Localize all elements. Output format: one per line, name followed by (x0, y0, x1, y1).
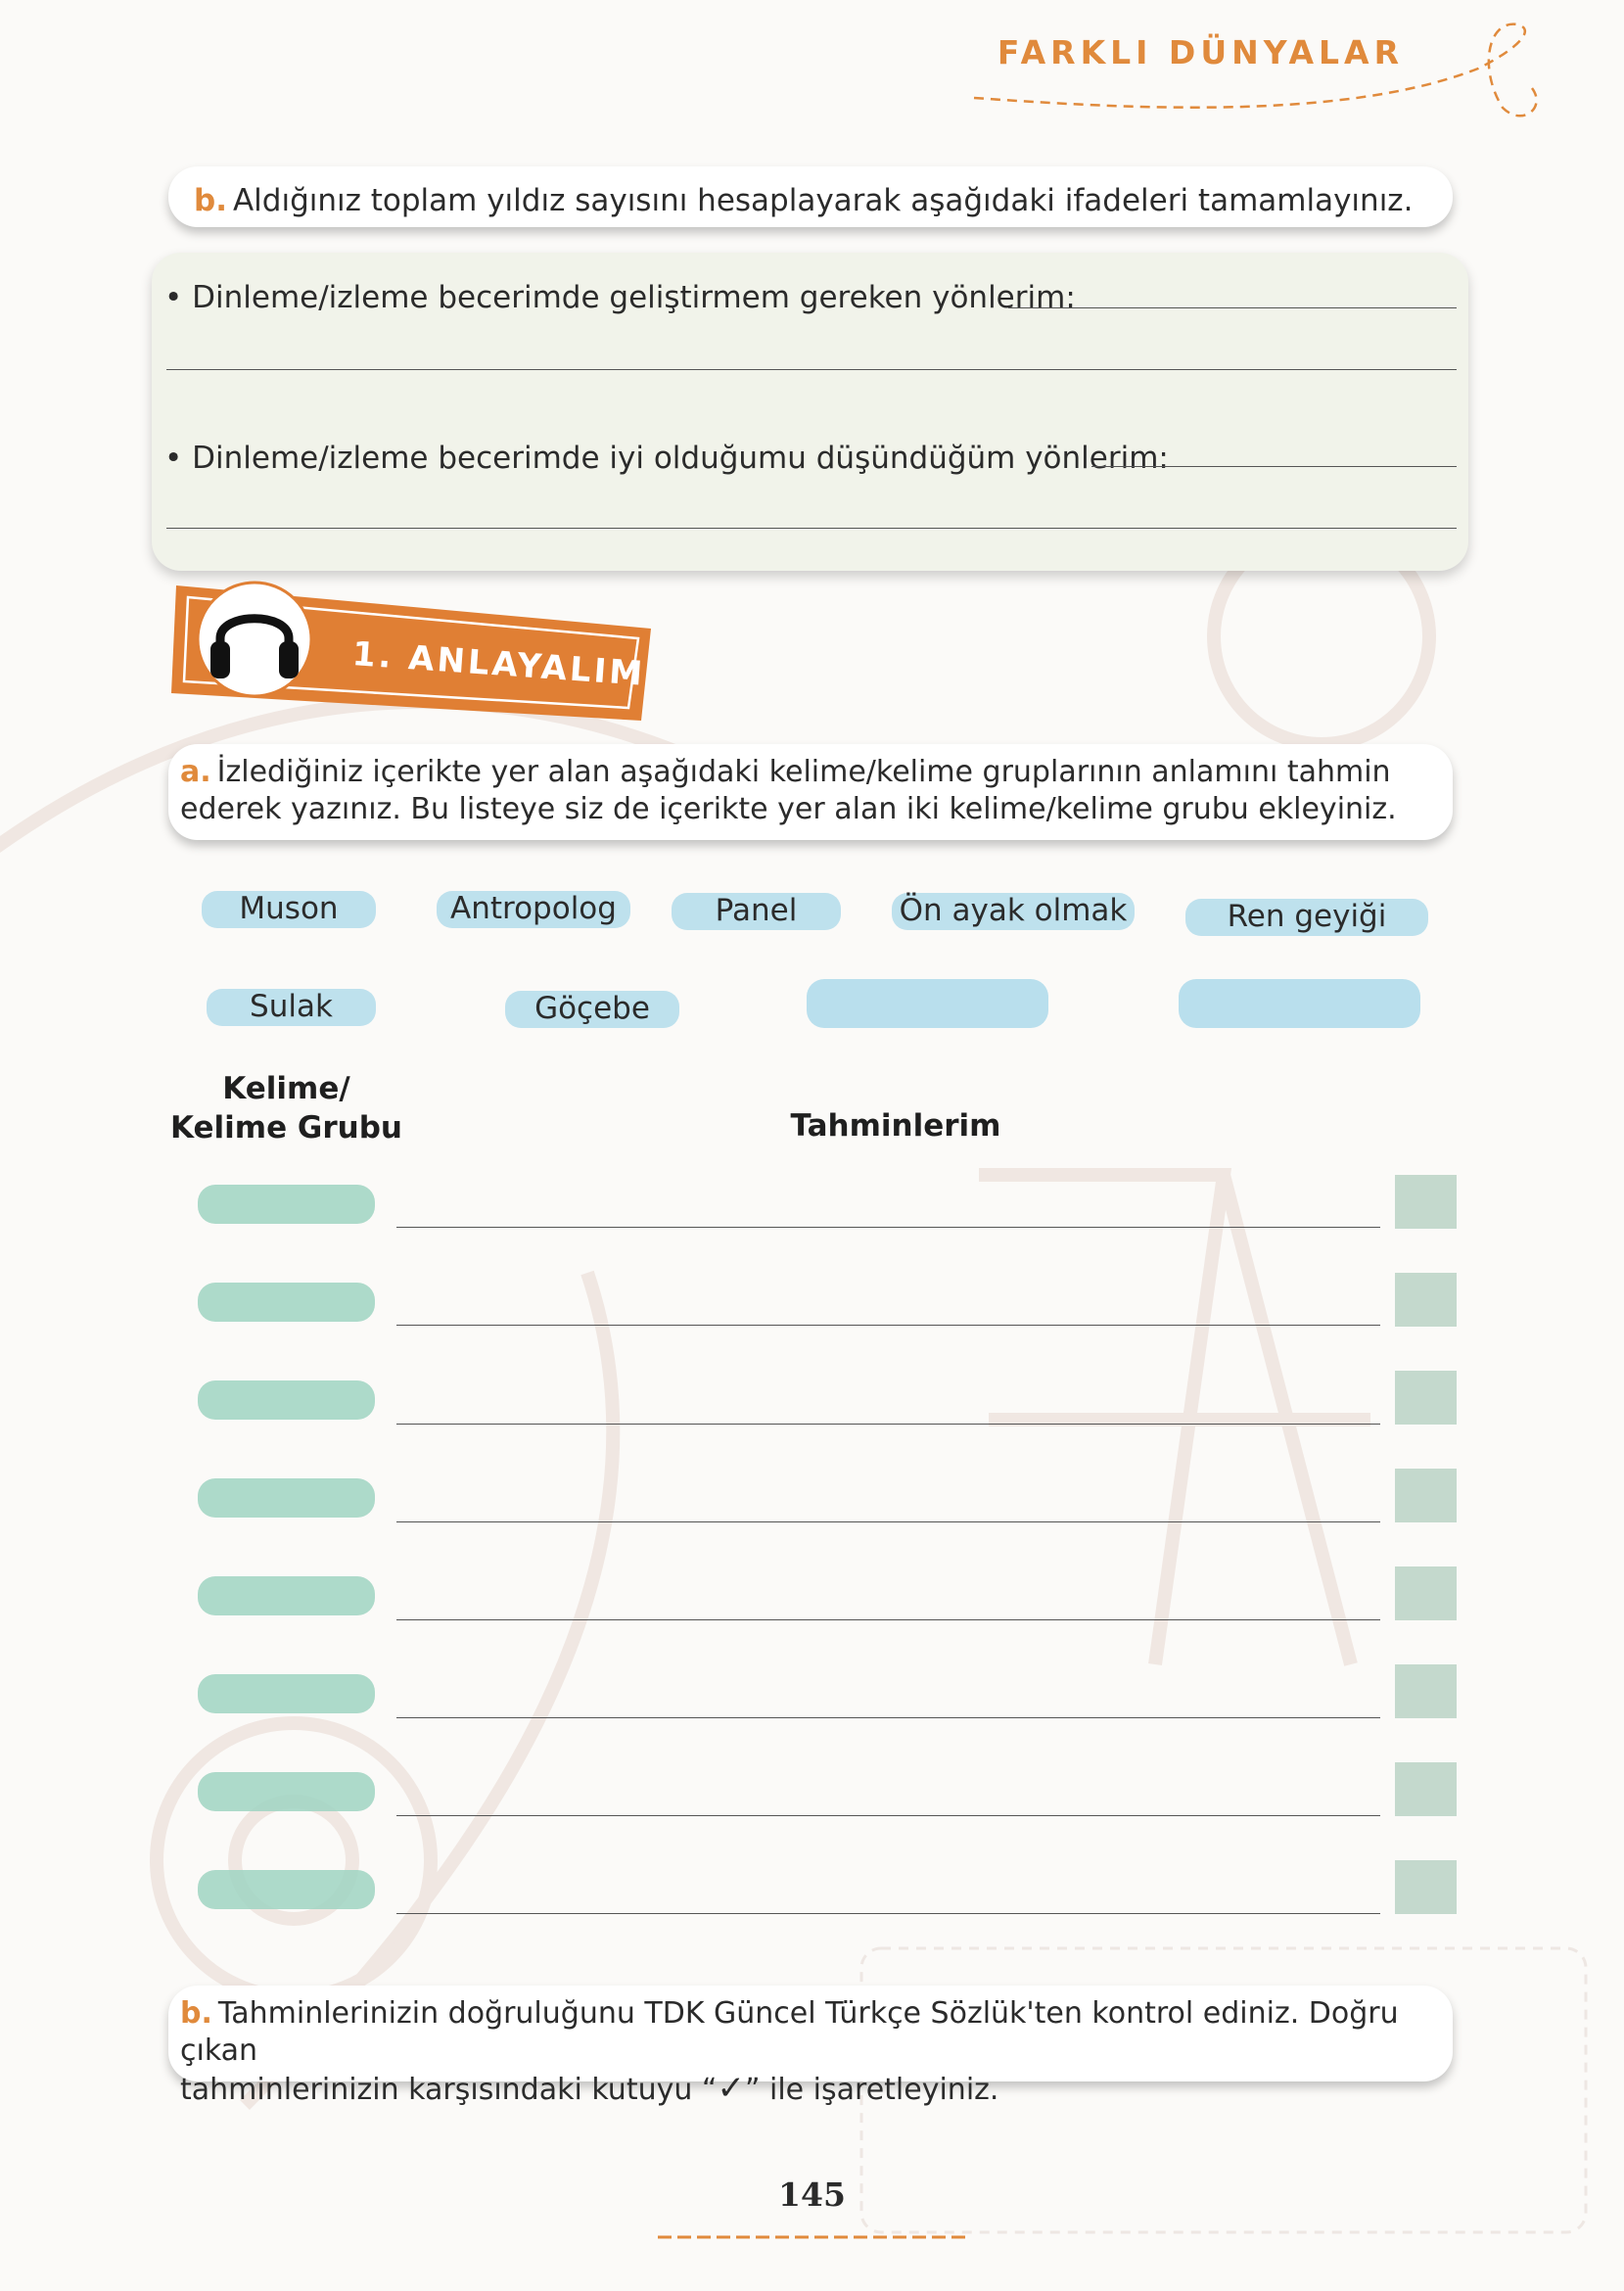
guess-line[interactable] (396, 1521, 1380, 1522)
word-chip: Ren geyiği (1180, 887, 1434, 946)
row-word-scribble (196, 1764, 377, 1819)
word-chip: Ön ayak olmak (886, 881, 1140, 940)
header-dashed-ornament (969, 10, 1556, 127)
item-letter: a. (180, 755, 211, 789)
column-header-guesses: Tahminlerim (790, 1108, 1001, 1144)
item-letter: b. (180, 1996, 212, 2031)
improve-areas-line-2[interactable] (166, 369, 1457, 370)
row-word-scribble (196, 1373, 377, 1427)
row-word-scribble (196, 1177, 377, 1232)
check-box[interactable] (1395, 1469, 1457, 1522)
word-chip: Panel (666, 881, 847, 940)
instruction-text: İzlediğiniz içerikte yer alan aşağıdaki kelime/kelime gruplarının anlamını tahmin ederek yazınız. Bu listeye siz de içerikte yer alan iki kelime/kelime grubu ekleyiniz. (180, 755, 1397, 826)
instruction-a (168, 744, 1453, 840)
check-box[interactable] (1395, 1566, 1457, 1620)
instruction-b-bottom (168, 1986, 1453, 2108)
check-box[interactable] (1395, 1273, 1457, 1327)
column-header-word: Kelime/ Kelime Grubu (170, 1071, 402, 1146)
word-chip: Sulak (201, 977, 382, 1036)
row-word-scribble (196, 1568, 377, 1623)
check-box[interactable] (1395, 1371, 1457, 1425)
guess-line[interactable] (396, 1619, 1380, 1620)
instruction-text-line1: Tahminlerinizin doğruluğunu TDK Güncel Türkçe Sözlük'ten kontrol ediniz. Doğru çıkan (180, 1996, 1399, 2068)
strength-areas-line-2[interactable] (166, 528, 1457, 529)
strength-areas-label: • Dinleme/izleme becerimde iyi olduğumu düşündüğüm yönlerim: (164, 441, 1169, 476)
checkmark-icon: ✓ (717, 2069, 745, 2108)
row-word-scribble (196, 1275, 377, 1330)
word-chip: Muson (196, 879, 382, 938)
page-number-ornament (658, 2232, 966, 2242)
word-chip: Antropolog (431, 879, 636, 938)
strength-areas-line-1[interactable] (1091, 466, 1457, 467)
improve-areas-line-1[interactable] (1008, 307, 1457, 308)
row-word-scribble (196, 1862, 377, 1917)
guess-line[interactable] (396, 1325, 1380, 1326)
word-chip-blank[interactable] (803, 969, 1052, 1038)
section-title: 1. ANLAYALIM (350, 634, 647, 694)
instruction-text-line2-end: ” ile işaretleyiniz. (744, 2073, 999, 2107)
instruction-text-line2-start: tahminlerinizin karşısındaki kutuyu “ (180, 2073, 718, 2107)
check-box[interactable] (1395, 1762, 1457, 1816)
guess-line[interactable] (396, 1717, 1380, 1718)
guess-line[interactable] (396, 1424, 1380, 1425)
improve-areas-label: • Dinleme/izleme becerimde geliştirmem gereken yönlerim: (164, 280, 1076, 315)
check-box[interactable] (1395, 1175, 1457, 1229)
guess-line[interactable] (396, 1913, 1380, 1914)
check-box[interactable] (1395, 1860, 1457, 1914)
chapter-title: FARKLI DÜNYALAR (997, 33, 1404, 71)
guess-line[interactable] (396, 1815, 1380, 1816)
word-chip: Göçebe (499, 979, 685, 1038)
page-number: 145 (778, 2175, 846, 2214)
item-letter: b. (194, 183, 227, 218)
instruction-b-top (168, 166, 1453, 227)
word-chip-blank[interactable] (1175, 969, 1424, 1038)
row-word-scribble (196, 1666, 377, 1721)
check-box[interactable] (1395, 1664, 1457, 1718)
row-word-scribble (196, 1471, 377, 1525)
guess-line[interactable] (396, 1227, 1380, 1228)
instruction-text: Aldığınız toplam yıldız sayısını hesaplayarak aşağıdaki ifadeleri tamamlayınız. (232, 183, 1414, 218)
